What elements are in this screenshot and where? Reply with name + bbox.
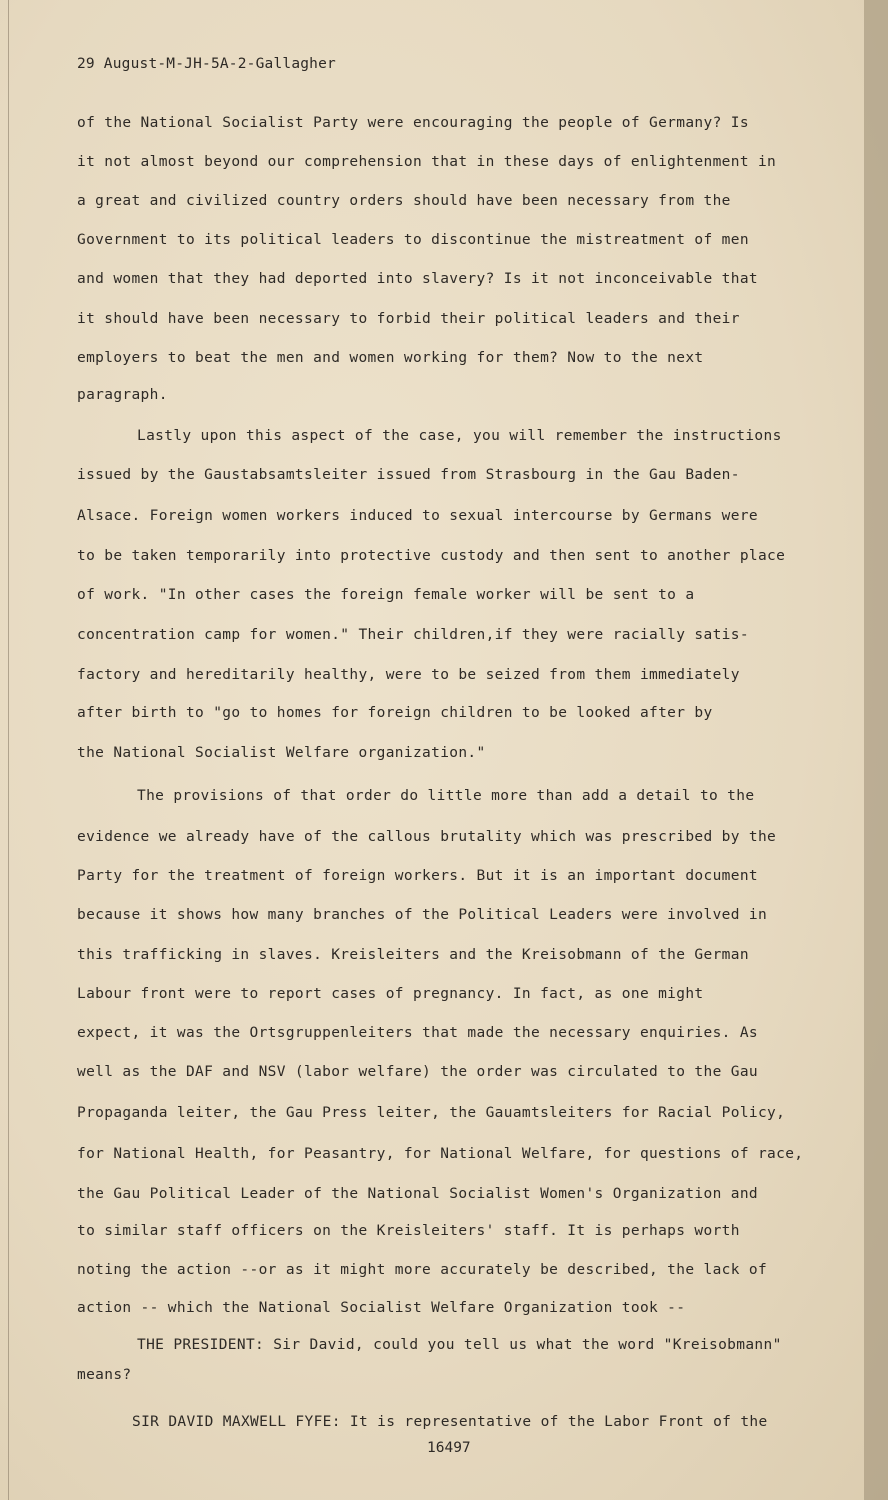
text-line: evidence we already have of the callous brutality which was prescribed by the (77, 829, 777, 845)
text-line: of the National Socialist Party were encouraging the people of Germany? Is (77, 115, 749, 131)
page-right-shadow (864, 0, 888, 1500)
text-line: Party for the treatment of foreign workers. But it is an important document (77, 868, 758, 884)
text-line: it should have been necessary to forbid their political leaders and their (77, 311, 740, 327)
page-header: 29 August-M-JH-5A-2-Gallagher (77, 56, 336, 72)
speaker-line: SIR DAVID MAXWELL FYFE: It is representative of the Labor Front of the (132, 1414, 768, 1430)
text-line: to similar staff officers on the Kreisleiters' staff. It is perhaps worth (77, 1223, 740, 1239)
text-line: it not almost beyond our comprehension that in these days of enlightenment in (77, 154, 777, 170)
paragraph-start-line: Lastly upon this aspect of the case, you will remember the instructions (137, 428, 782, 444)
text-line: factory and hereditarily healthy, were to be seized from them immediately (77, 667, 740, 683)
text-line: to be taken temporarily into protective custody and then sent to another place (77, 548, 786, 564)
text-line: issued by the Gaustabsamtsleiter issued from Strasbourg in the Gau Baden- (77, 467, 740, 483)
text-line: because it shows how many branches of the Political Leaders were involved in (77, 907, 768, 923)
page-edge-line (8, 0, 9, 1500)
text-line: Propaganda leiter, the Gau Press leiter, the Gauamtsleiters for Racial Policy, (77, 1105, 786, 1121)
text-line: Government to its political leaders to discontinue the mistreatment of men (77, 232, 749, 248)
text-line: concentration camp for women." Their children,if they were racially satis- (77, 627, 749, 643)
text-line: well as the DAF and NSV (labor welfare) the order was circulated to the Gau (77, 1064, 758, 1080)
text-line: and women that they had deported into slavery? Is it not inconceivable that (77, 271, 758, 287)
text-line: means? (77, 1367, 132, 1383)
text-line: the National Socialist Welfare organization." (77, 745, 486, 761)
paragraph-start-line: The provisions of that order do little more than add a detail to the (137, 788, 755, 804)
text-line: employers to beat the men and women working for them? Now to the next (77, 350, 704, 366)
text-line: this trafficking in slaves. Kreisleiters and the Kreisobmann of the German (77, 947, 749, 963)
text-line: noting the action --or as it might more accurately be described, the lack of (77, 1262, 768, 1278)
speaker-line: THE PRESIDENT: Sir David, could you tell us what the word "Kreisobmann" (137, 1337, 782, 1353)
text-line: the Gau Political Leader of the National Socialist Women's Organization and (77, 1186, 758, 1202)
text-line: Alsace. Foreign women workers induced to sexual intercourse by Germans were (77, 508, 758, 524)
text-line: for National Health, for Peasantry, for National Welfare, for questions of race, (77, 1146, 804, 1162)
page-number: 16497 (427, 1440, 471, 1456)
text-line: paragraph. (77, 387, 168, 403)
text-line: of work. "In other cases the foreign female worker will be sent to a (77, 587, 695, 603)
text-line: a great and civilized country orders should have been necessary from the (77, 193, 731, 209)
text-line: after birth to "go to homes for foreign children to be looked after by (77, 705, 713, 721)
text-line: action -- which the National Socialist Welfare Organization took -- (77, 1300, 686, 1316)
text-line: Labour front were to report cases of pregnancy. In fact, as one might (77, 986, 704, 1002)
text-line: expect, it was the Ortsgruppenleiters that made the necessary enquiries. As (77, 1025, 758, 1041)
